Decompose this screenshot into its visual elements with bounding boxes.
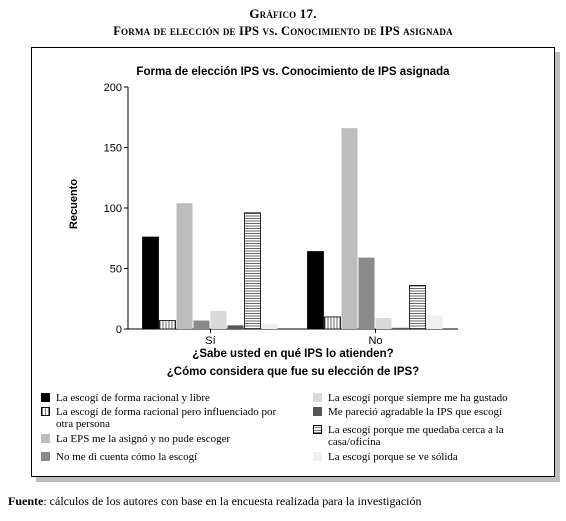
footnote-label: Fuente	[8, 494, 44, 508]
bar	[177, 203, 193, 329]
bar	[308, 252, 324, 329]
legend-label: La escogí de forma racional pero influenciado por otra persona	[56, 406, 277, 430]
bar	[262, 324, 278, 329]
bars	[143, 128, 443, 329]
figure-number: Gráfico 17.	[249, 6, 317, 21]
y-tick-label: 100	[103, 203, 122, 215]
y-tick-label: 0	[115, 324, 122, 336]
legend-swatch	[41, 434, 50, 443]
bar	[211, 311, 227, 329]
y-axis-label: Recuento	[68, 178, 80, 230]
y-tick-label: 50	[109, 263, 122, 276]
legend-label: La escogí porque siempre me ha gustado	[328, 392, 508, 404]
legend-label: La escogí de forma racional y libre	[56, 392, 210, 404]
bar	[427, 316, 443, 329]
legend-swatch	[313, 407, 322, 416]
bar	[342, 128, 358, 329]
chart-title: Forma de elección IPS vs. Conocimiento de IPS asignada	[136, 66, 450, 78]
legend-item	[41, 433, 296, 445]
bar	[410, 285, 426, 329]
bar	[393, 328, 409, 329]
y-tick-label: 150	[103, 142, 122, 155]
figure-caption: Forma de elección de IPS vs. Conocimiento de IPS asignada	[113, 24, 453, 38]
x-tick-label: No	[368, 335, 383, 347]
x-tick-label: Sí	[205, 335, 216, 347]
footnote-text: : cálculos de los autores con base en la encuesta realizada para la investigación	[43, 494, 422, 508]
legend-item	[41, 406, 296, 430]
bar	[359, 258, 375, 329]
legend-swatch	[41, 407, 50, 416]
legend-swatch	[313, 425, 322, 434]
legend-swatch	[41, 452, 50, 461]
legend-label: No me di cuenta cómo la escogí	[56, 451, 198, 463]
legend-item	[41, 451, 296, 463]
x-axis-label: ¿Sabe usted en qué IPS lo atienden?	[192, 348, 394, 360]
legend-swatch	[313, 452, 322, 461]
legend-label: La escogí porque se ve sólida	[328, 451, 458, 463]
bar	[228, 325, 244, 329]
legend-swatch	[41, 393, 50, 402]
legend-label: La EPS me la asignó y no pude escoger	[56, 433, 231, 445]
legend-label: La escogí porque me quedaba cerca a la casa/oficina	[328, 424, 504, 448]
legend-title: ¿Cómo considera que fue su elección de IPS?	[166, 366, 420, 378]
legend-label: Me pareció agradable la IPS que escogí	[328, 406, 503, 418]
legend-swatch	[313, 393, 322, 402]
legend-item	[41, 392, 296, 404]
legend-item	[313, 406, 538, 418]
y-tick-label: 200	[103, 82, 122, 94]
bar	[194, 321, 210, 329]
legend-item	[313, 451, 538, 463]
bar	[325, 317, 341, 329]
footnote	[8, 494, 422, 509]
legend-item	[313, 392, 538, 404]
bar	[160, 321, 176, 329]
bar	[376, 318, 392, 329]
bar	[143, 237, 159, 329]
bar	[245, 213, 261, 329]
legend-item	[313, 424, 538, 448]
